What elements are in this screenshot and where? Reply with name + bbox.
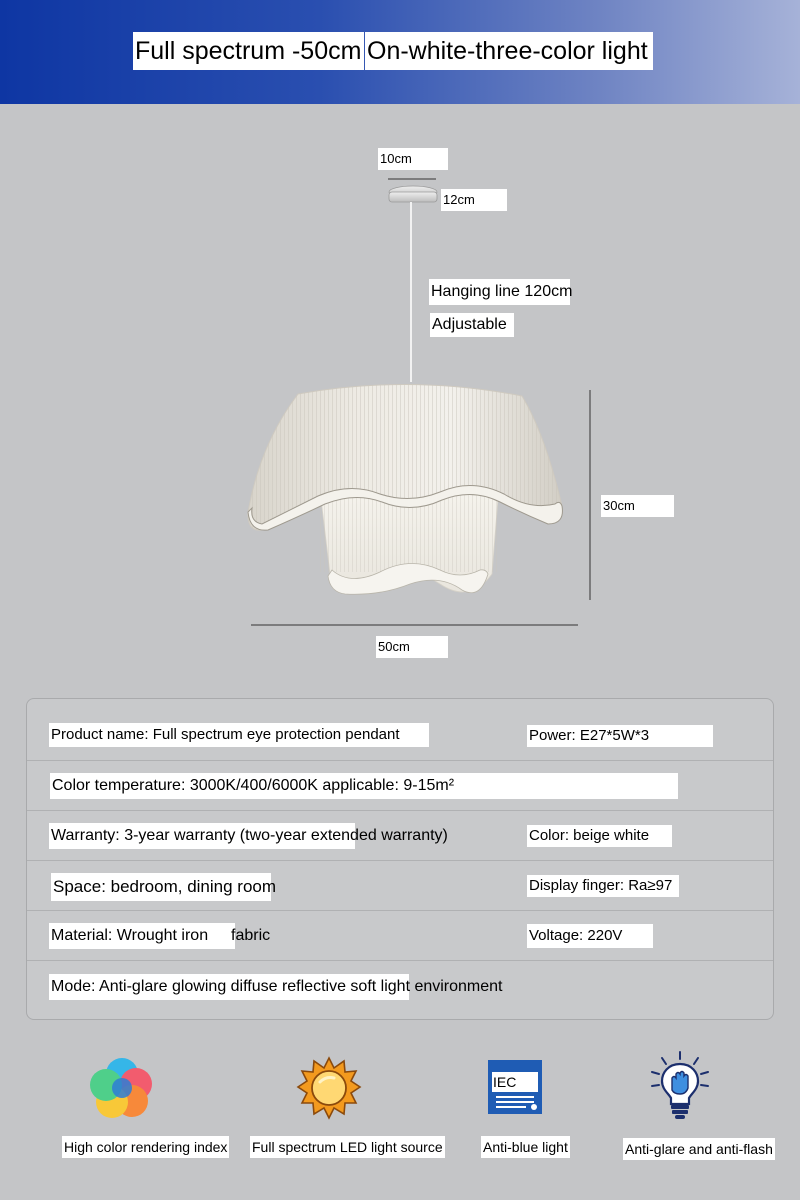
spec-product-name: Product name: Full spectrum eye protection pendant: [49, 723, 429, 747]
hand-bulb-icon: [648, 1050, 712, 1122]
header-banner: [0, 0, 800, 104]
spec-row-product: [27, 711, 773, 761]
title-color-mode: On-white-three-color light: [365, 32, 653, 70]
adjustable-label: Adjustable: [430, 313, 514, 337]
spec-material-iron: Material: Wrought iron: [49, 923, 235, 949]
product-stage: [0, 104, 800, 694]
ceiling-canopy-body: [389, 192, 437, 202]
canopy-width-label: 10cm: [378, 148, 448, 170]
spec-warranty: Warranty: 3-year warranty (two-year extended warranty): [49, 823, 355, 849]
spec-row-space: [27, 861, 773, 911]
spec-row-warranty: [27, 811, 773, 861]
shade-width-label: 50cm: [376, 636, 448, 658]
spec-color: Color: beige white: [527, 825, 672, 847]
hanging-line-label: Hanging line 120cm: [429, 279, 570, 305]
spec-table: [26, 698, 774, 1020]
feature-strip: [0, 1040, 800, 1200]
spec-row-color-temperature: [27, 761, 773, 811]
spec-display-finger: Display finger: Ra≥97: [527, 875, 679, 897]
feature-label-anti-blue: Anti-blue light: [481, 1136, 570, 1158]
canopy-height-label: 12cm: [441, 189, 507, 211]
pendant-lamp-illustration: [0, 104, 800, 694]
shade-height-label: 30cm: [601, 495, 674, 517]
title-size: Full spectrum -50cm: [133, 32, 364, 70]
spec-row-material: [27, 911, 773, 961]
color-wheel-icon: [88, 1054, 156, 1122]
sun-icon: [296, 1056, 362, 1122]
feature-label-anti-glare: Anti-glare and anti-flash: [623, 1138, 775, 1160]
spec-material-fabric: fabric: [231, 927, 271, 944]
spec-voltage: Voltage: 220V: [527, 924, 653, 948]
feature-label-color-rendering: High color rendering index: [62, 1136, 229, 1158]
spec-row-mode: [27, 961, 773, 1011]
iec-badge-text: IEC: [493, 1074, 517, 1090]
feature-label-full-spectrum: Full spectrum LED light source: [250, 1136, 445, 1158]
spec-mode: Mode: Anti-glare glowing diffuse reflective soft light environment: [49, 974, 409, 1000]
spec-color-temperature: Color temperature: 3000K/400/6000K applicable: 9-15m²: [50, 773, 678, 799]
spec-power: Power: E27*5W*3: [527, 725, 713, 747]
spec-space: Space: bedroom, dining room: [51, 873, 271, 901]
